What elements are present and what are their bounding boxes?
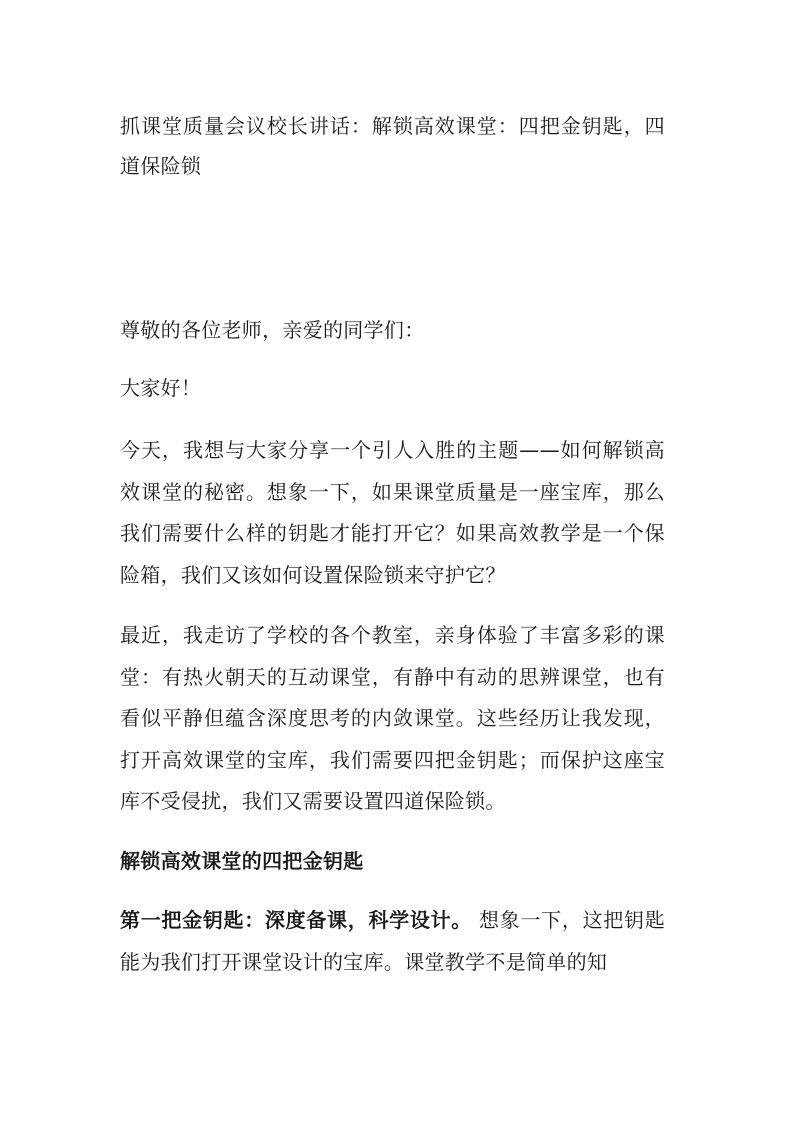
key-one-lead: 第一把金钥匙：深度备课，科学设计。 — [120, 908, 472, 932]
paragraph-intro: 今天，我想与大家分享一个引人入胜的主题——如何解锁高效课堂的秘密。想象一下，如果课堂质量是一座宝库，那么我们需要什么样的钥匙才能打开它？如果高效教学是一个保险箱，我们又该如何设置保险锁来守护它？ — [120, 438, 665, 587]
paragraph-key-one — [120, 900, 665, 983]
greeting-line: 大家好！ — [120, 376, 202, 400]
document-title: 抓课堂质量会议校长讲话：解锁高效课堂：四把金钥匙，四道保险锁 — [120, 114, 665, 178]
salutation: 尊敬的各位老师，亲爱的同学们： — [120, 318, 425, 342]
paragraph-observation: 最近，我走访了学校的各个教室，亲身体验了丰富多彩的课堂：有热火朝天的互动课堂，有静中有动的思辨课堂，也有看似平静但蕴含深度思考的内敛课堂。这些经历让我发现，打开高效课堂的宝库，我们需要四把金钥匙；而保护这座宝库不受侵扰，我们又需要设置四道保险锁。 — [120, 623, 665, 813]
section-heading: 解锁高效课堂的四把金钥匙 — [120, 849, 364, 873]
key-one-text: 想象一下，这把钥匙能为我们打开课堂设计的宝库。课堂教学不是简单的知 — [120, 908, 666, 974]
